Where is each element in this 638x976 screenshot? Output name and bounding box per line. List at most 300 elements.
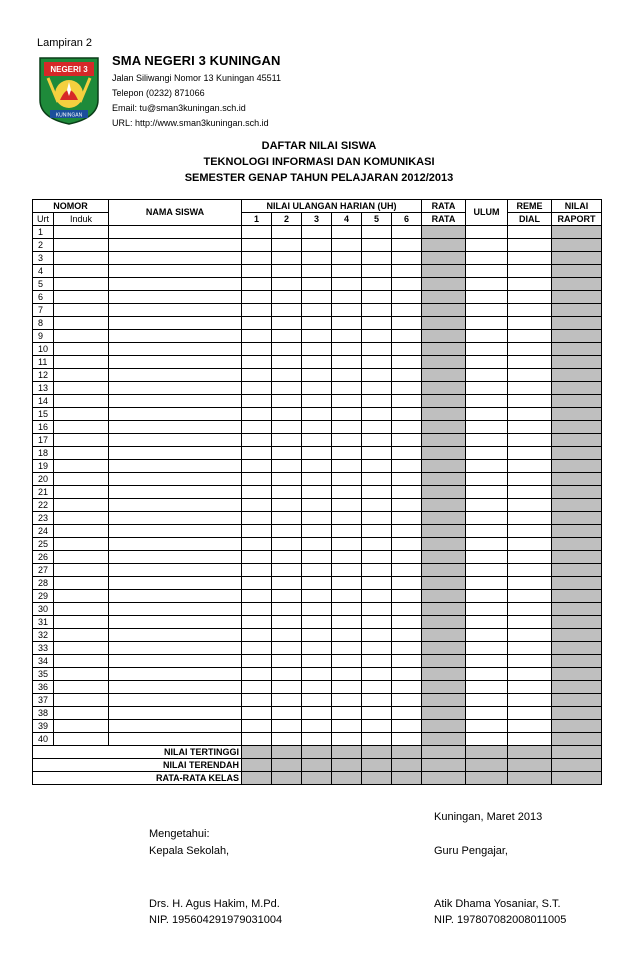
school-emblem-icon: [38, 56, 100, 126]
table-row: [33, 590, 602, 603]
grade-cell: [552, 668, 602, 681]
grade-cell: [54, 304, 109, 317]
grade-cell: [302, 525, 332, 538]
grade-cell: [362, 525, 392, 538]
grade-cell: [392, 733, 422, 746]
row-number: 13: [33, 382, 54, 395]
table-row: [33, 434, 602, 447]
grade-cell: [54, 226, 109, 239]
school-name: SMA NEGERI 3 KUNINGAN: [112, 53, 281, 68]
table-row: [33, 720, 602, 733]
grade-cell: [242, 616, 272, 629]
grade-cell: [552, 486, 602, 499]
grade-cell: [302, 551, 332, 564]
grade-cell: [242, 369, 272, 382]
grade-cell: [508, 538, 552, 551]
grade-cell: [362, 603, 392, 616]
grade-cell: [552, 642, 602, 655]
row-number: 1: [33, 226, 54, 239]
grade-cell: [392, 577, 422, 590]
table-row: [33, 473, 602, 486]
grade-cell: [54, 265, 109, 278]
grade-cell: [332, 473, 362, 486]
grade-cell: [466, 603, 508, 616]
grade-cell: [272, 525, 302, 538]
grade-cell: [392, 369, 422, 382]
grade-cell: [466, 642, 508, 655]
grade-cell: [422, 720, 466, 733]
grade-cell: [466, 330, 508, 343]
row-number: 38: [33, 707, 54, 720]
row-number: 32: [33, 629, 54, 642]
grade-cell: [272, 603, 302, 616]
place-date: Kuningan, Maret 2013: [434, 811, 543, 823]
grade-cell: [302, 278, 332, 291]
table-row: [33, 421, 602, 434]
grade-cell: [552, 460, 602, 473]
grade-cell: [332, 369, 362, 382]
summary-cell: [362, 759, 392, 772]
grade-cell: [272, 434, 302, 447]
row-number: 2: [33, 239, 54, 252]
row-number: 24: [33, 525, 54, 538]
row-number: 6: [33, 291, 54, 304]
grade-cell: [332, 499, 362, 512]
grade-cell: [392, 265, 422, 278]
grade-cell: [362, 551, 392, 564]
grade-cell: [362, 421, 392, 434]
grade-cell: [508, 590, 552, 603]
grade-cell: [302, 434, 332, 447]
grade-cell: [508, 356, 552, 369]
grade-cell: [242, 681, 272, 694]
summary-cell: [392, 746, 422, 759]
grade-cell: [272, 395, 302, 408]
grade-cell: [54, 278, 109, 291]
header-uh-1: 1: [242, 213, 272, 226]
grade-cell: [362, 343, 392, 356]
row-number: 20: [33, 473, 54, 486]
grade-cell: [466, 447, 508, 460]
grade-cell: [109, 603, 242, 616]
grade-cell: [422, 265, 466, 278]
grade-cell: [242, 590, 272, 603]
row-number: 12: [33, 369, 54, 382]
grade-cell: [422, 343, 466, 356]
grade-cell: [54, 707, 109, 720]
grade-cell: [302, 668, 332, 681]
grade-cell: [552, 252, 602, 265]
grade-cell: [362, 486, 392, 499]
summary-cell: [362, 772, 392, 785]
grade-cell: [466, 733, 508, 746]
grade-cell: [466, 356, 508, 369]
grade-cell: [332, 603, 362, 616]
summary-cell: [272, 759, 302, 772]
grade-cell: [242, 434, 272, 447]
grade-cell: [302, 356, 332, 369]
grade-cell: [272, 317, 302, 330]
grade-cell: [109, 694, 242, 707]
grade-cell: [332, 460, 362, 473]
grade-cell: [362, 616, 392, 629]
grade-cell: [466, 681, 508, 694]
grade-cell: [552, 395, 602, 408]
table-row: [33, 369, 602, 382]
header-uh-5: 5: [362, 213, 392, 226]
grade-cell: [552, 720, 602, 733]
grade-cell: [422, 486, 466, 499]
grade-cell: [54, 681, 109, 694]
grade-cell: [392, 694, 422, 707]
grade-cell: [54, 551, 109, 564]
table-row: [33, 356, 602, 369]
grade-cell: [508, 226, 552, 239]
grade-cell: [109, 590, 242, 603]
grade-cell: [362, 356, 392, 369]
grade-cell: [54, 668, 109, 681]
grade-cell: [54, 720, 109, 733]
grade-cell: [302, 538, 332, 551]
grade-cell: [109, 252, 242, 265]
grade-cell: [508, 551, 552, 564]
grade-cell: [552, 616, 602, 629]
grade-cell: [508, 369, 552, 382]
grade-cell: [508, 564, 552, 577]
grade-cell: [332, 681, 362, 694]
table-row: [33, 382, 602, 395]
row-number: 23: [33, 512, 54, 525]
grade-cell: [392, 486, 422, 499]
table-row: [33, 694, 602, 707]
grade-cell: [109, 616, 242, 629]
grade-cell: [54, 577, 109, 590]
grade-cell: [272, 512, 302, 525]
grade-cell: [422, 642, 466, 655]
grade-cell: [422, 577, 466, 590]
grade-cell: [109, 577, 242, 590]
grade-cell: [362, 577, 392, 590]
grade-cell: [392, 421, 422, 434]
summary-row: [33, 746, 602, 759]
grade-cell: [508, 330, 552, 343]
grade-cell: [422, 226, 466, 239]
table-row: [33, 408, 602, 421]
grade-cell: [302, 343, 332, 356]
grade-cell: [54, 642, 109, 655]
grade-cell: [508, 421, 552, 434]
grade-cell: [109, 421, 242, 434]
grade-cell: [109, 434, 242, 447]
grade-cell: [54, 694, 109, 707]
grade-cell: [109, 369, 242, 382]
grade-cell: [272, 590, 302, 603]
table-row: [33, 512, 602, 525]
grade-cell: [466, 512, 508, 525]
grade-cell: [392, 668, 422, 681]
mengetahui-label: Mengetahui:: [149, 828, 210, 840]
row-number: 21: [33, 486, 54, 499]
grade-cell: [242, 239, 272, 252]
grade-cell: [242, 538, 272, 551]
grade-cell: [242, 668, 272, 681]
grade-cell: [332, 408, 362, 421]
grade-cell: [552, 629, 602, 642]
grade-cell: [466, 252, 508, 265]
grade-cell: [302, 473, 332, 486]
grade-cell: [54, 369, 109, 382]
grade-cell: [392, 317, 422, 330]
summary-cell: [242, 772, 272, 785]
grade-cell: [332, 525, 362, 538]
grade-cell: [466, 720, 508, 733]
school-address: Jalan Siliwangi Nomor 13 Kuningan 45511: [112, 73, 281, 83]
grade-cell: [466, 577, 508, 590]
grade-cell: [392, 512, 422, 525]
grade-cell: [466, 694, 508, 707]
header-uh-6: 6: [392, 213, 422, 226]
grade-cell: [272, 265, 302, 278]
grade-cell: [242, 499, 272, 512]
grade-cell: [392, 590, 422, 603]
grade-cell: [552, 369, 602, 382]
grade-cell: [552, 447, 602, 460]
grade-cell: [242, 694, 272, 707]
grade-cell: [109, 512, 242, 525]
grade-cell: [466, 343, 508, 356]
grade-cell: [109, 525, 242, 538]
grade-cell: [466, 590, 508, 603]
grade-cell: [508, 681, 552, 694]
grade-cell: [272, 616, 302, 629]
summary-cell: [332, 772, 362, 785]
grade-cell: [332, 512, 362, 525]
grade-cell: [508, 278, 552, 291]
grade-cell: [362, 239, 392, 252]
grade-cell: [466, 239, 508, 252]
table-row: [33, 564, 602, 577]
grade-cell: [508, 460, 552, 473]
header-reme-2: DIAL: [508, 213, 552, 226]
grade-cell: [272, 239, 302, 252]
grade-cell: [552, 356, 602, 369]
grade-cell: [552, 707, 602, 720]
grade-cell: [242, 304, 272, 317]
grade-cell: [109, 239, 242, 252]
grade-cell: [109, 291, 242, 304]
row-number: 35: [33, 668, 54, 681]
grade-cell: [466, 486, 508, 499]
grade-cell: [272, 226, 302, 239]
grade-cell: [422, 525, 466, 538]
grade-cell: [272, 473, 302, 486]
grade-cell: [392, 551, 422, 564]
grade-cell: [54, 512, 109, 525]
summary-cell: [332, 759, 362, 772]
grade-cell: [272, 460, 302, 473]
summary-row: [33, 759, 602, 772]
row-number: 31: [33, 616, 54, 629]
grade-cell: [362, 408, 392, 421]
grade-cell: [422, 382, 466, 395]
grade-cell: [272, 382, 302, 395]
grade-cell: [466, 382, 508, 395]
grade-cell: [392, 447, 422, 460]
grade-cell: [54, 395, 109, 408]
grade-cell: [422, 330, 466, 343]
grade-cell: [242, 486, 272, 499]
grade-cell: [242, 642, 272, 655]
grade-cell: [508, 668, 552, 681]
grade-cell: [508, 317, 552, 330]
summary-cell: [392, 772, 422, 785]
grade-cell: [552, 382, 602, 395]
grade-cell: [302, 395, 332, 408]
grade-cell: [109, 538, 242, 551]
table-row: [33, 668, 602, 681]
grade-cell: [466, 707, 508, 720]
grade-cell: [54, 499, 109, 512]
grade-cell: [272, 629, 302, 642]
table-row: [33, 707, 602, 720]
row-number: 36: [33, 681, 54, 694]
summary-cell: [508, 759, 552, 772]
grade-cell: [508, 304, 552, 317]
grade-cell: [362, 265, 392, 278]
header-rata-1: RATA: [422, 200, 466, 213]
grade-cell: [362, 460, 392, 473]
grade-cell: [332, 265, 362, 278]
grade-cell: [302, 382, 332, 395]
grade-cell: [54, 564, 109, 577]
grade-cell: [332, 304, 362, 317]
grade-cell: [332, 382, 362, 395]
grade-cell: [392, 434, 422, 447]
grade-cell: [552, 265, 602, 278]
guru-pengajar-title: Guru Pengajar,: [434, 845, 508, 857]
header-nama-siswa: NAMA SISWA: [109, 200, 242, 226]
grade-cell: [508, 291, 552, 304]
grade-cell: [109, 668, 242, 681]
table-row: [33, 317, 602, 330]
grade-cell: [109, 343, 242, 356]
grade-cell: [508, 616, 552, 629]
grade-cell: [242, 330, 272, 343]
grade-cell: [272, 369, 302, 382]
grade-cell: [242, 577, 272, 590]
table-row: [33, 733, 602, 746]
grade-cell: [466, 278, 508, 291]
table-row: [33, 551, 602, 564]
grade-cell: [54, 382, 109, 395]
header-uh: NILAI ULANGAN HARIAN (UH): [242, 200, 422, 213]
grade-cell: [332, 720, 362, 733]
header-induk: Induk: [54, 213, 109, 226]
grade-cell: [362, 447, 392, 460]
summary-cell: [302, 759, 332, 772]
grade-cell: [242, 226, 272, 239]
grade-cell: [54, 317, 109, 330]
summary-cell: [272, 772, 302, 785]
grade-cell: [392, 629, 422, 642]
grade-cell: [552, 226, 602, 239]
grade-cell: [54, 252, 109, 265]
grade-cell: [302, 629, 332, 642]
table-row: [33, 616, 602, 629]
grade-cell: [392, 499, 422, 512]
grade-cell: [332, 395, 362, 408]
grade-cell: [508, 473, 552, 486]
grade-cell: [302, 616, 332, 629]
grade-cell: [332, 447, 362, 460]
grade-cell: [332, 343, 362, 356]
grade-cell: [242, 473, 272, 486]
grade-cell: [552, 655, 602, 668]
grade-cell: [272, 408, 302, 421]
summary-cell: [302, 746, 332, 759]
grade-cell: [109, 629, 242, 642]
grade-cell: [362, 369, 392, 382]
grade-cell: [54, 408, 109, 421]
grade-cell: [422, 434, 466, 447]
grade-cell: [466, 421, 508, 434]
grade-cell: [422, 278, 466, 291]
row-number: 14: [33, 395, 54, 408]
school-url: URL: http://www.sman3kuningan.sch.id: [112, 118, 269, 128]
row-number: 4: [33, 265, 54, 278]
grade-cell: [109, 304, 242, 317]
table-row: [33, 265, 602, 278]
row-number: 11: [33, 356, 54, 369]
grade-cell: [508, 395, 552, 408]
table-row: [33, 226, 602, 239]
grade-cell: [332, 668, 362, 681]
grade-cell: [552, 278, 602, 291]
grade-cell: [422, 252, 466, 265]
grade-cell: [109, 447, 242, 460]
grade-cell: [392, 291, 422, 304]
grade-cell: [54, 525, 109, 538]
table-row: [33, 447, 602, 460]
grade-cell: [332, 226, 362, 239]
row-number: 27: [33, 564, 54, 577]
grade-cell: [109, 655, 242, 668]
grade-cell: [466, 291, 508, 304]
grade-cell: [422, 655, 466, 668]
grade-cell: [508, 733, 552, 746]
grade-cell: [466, 564, 508, 577]
grade-cell: [302, 603, 332, 616]
grade-cell: [242, 564, 272, 577]
grade-cell: [508, 252, 552, 265]
grade-cell: [508, 499, 552, 512]
grade-cell: [242, 317, 272, 330]
grade-cell: [54, 460, 109, 473]
grade-cell: [552, 694, 602, 707]
table-row: [33, 603, 602, 616]
grade-cell: [392, 304, 422, 317]
grade-cell: [362, 395, 392, 408]
grade-cell: [242, 356, 272, 369]
grade-cell: [302, 642, 332, 655]
grade-cell: [242, 551, 272, 564]
grade-cell: [54, 590, 109, 603]
grade-cell: [362, 720, 392, 733]
grade-cell: [109, 395, 242, 408]
grade-cell: [242, 421, 272, 434]
grade-cell: [109, 707, 242, 720]
table-row: [33, 642, 602, 655]
